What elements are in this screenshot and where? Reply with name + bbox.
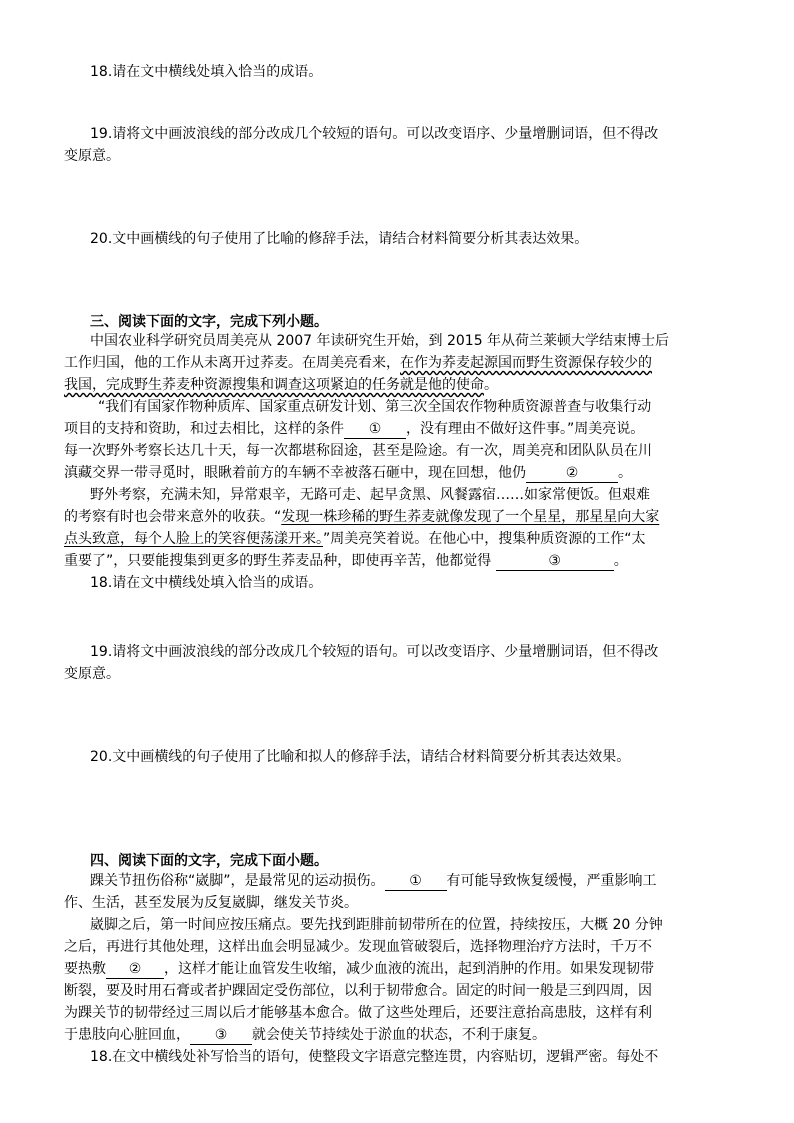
s4-blank-1[interactable]: ① <box>385 872 447 891</box>
question-20-top: 20.文中画横线的句子使用了比喻的修辞手法，请结合材料简要分析其表达效果。 <box>90 231 589 247</box>
question-19-top-line2: 变原意。 <box>64 148 120 164</box>
s4-para2-line4: 断裂，要及时用石膏或者护踝固定受伤部位，以利于韧带愈合。固定的时间一般是三到四周，因 <box>64 983 652 999</box>
s3-question-19: 19.请将文中画波浪线的部分改成几个较短的语句。可以改变语序、少量增删词语，但不得改 变原意。 <box>64 644 659 682</box>
s4-para1-line2: 作、生活，甚至发展为反复崴脚，继发关节炎。 <box>64 895 358 911</box>
s3-para2-line1: “我们有国家作物种质库、国家重点研发计划、第三次全国农作物种质资源普查与收集行动 <box>98 399 652 415</box>
s4-para2-line1: 崴脚之后，第一时间应按压痛点。要先找到距腓前韧带所在的位置，持续按压，大概 20 分钟 <box>90 917 663 933</box>
s3-para3-line1: 野外考察，充满未知，异常艰辛，无路可走、起早贪黑、风餐露宿……如家常便饭。但艰难 <box>90 487 650 503</box>
s4-para2-line2: 之后，再进行其他处理，这样出血会明显减少。发现血管破裂后，选择物理治疗方法时，千万不 <box>64 939 652 955</box>
s4-para2-line3: 要热敷 ② ，这样才能让血管发生收缩，减少血液的流出，起到消肿的作用。如果发现韧带 <box>64 961 654 977</box>
blank-1[interactable]: ① <box>344 420 406 439</box>
s3-para2-line2: 项目的支持和资助，和过去相比，这样的条件 ① ，没有理由不做好这件事。”周美亮说。 <box>64 421 645 437</box>
section-4-passage <box>0 870 794 1068</box>
section-3-heading: 三、阅读下面的文字，完成下列小题。 <box>90 314 328 330</box>
s3-para3-line2: 的考察有时也会带来意外的收获。“发现一株珍稀的野生荞麦就像发现了一个星星，那星星向大家 <box>64 509 660 525</box>
s4-para2-line6: 于患肢向心脏回血， ③ 就会使关节持续处于淤血的状态，不利于康复。 <box>64 1027 546 1043</box>
s3-para2-line4: 滇藏交界一带寻觅时，眼瞅着前方的车辆不幸被落石砸中，现在回想，他仍 ② 。 <box>64 465 632 481</box>
section-3-passage <box>0 330 794 594</box>
s4-blank-2[interactable]: ② <box>106 960 164 979</box>
question-19-top-line1: 19.请将文中画波浪线的部分改成几个较短的语句。可以改变语序、少量增删词语，但不得改 <box>90 126 659 142</box>
wavy-text-2: 我国，完成野生荞麦种资源搜集和调查这项紧迫的任务就是他的使命 <box>64 377 484 393</box>
question-18-top: 18.请在文中横线处填入恰当的成语。 <box>90 64 323 80</box>
s3-para2-line3: 每一次野外考察长达几十天，每一次都堪称囧途，甚至是险途。有一次，周美亮和团队队员在川 <box>64 443 652 459</box>
s3-para1-line2: 工作归国，他的工作从未离开过荞麦。在周美亮看来，在作为荞麦起源国而野生资源保存较少的 <box>64 355 652 371</box>
s3-para1-line3: 我国，完成野生荞麦种资源搜集和调查这项紧迫的任务就是他的使命。 <box>64 377 498 393</box>
blank-2[interactable]: ② <box>526 464 618 483</box>
s4-question-18: 18.在文中横线处补写恰当的语句，使整段文字语意完整连贯，内容贴切，逻辑严密。每处不 <box>90 1049 659 1065</box>
question-19-top <box>0 123 794 167</box>
s3-para3-line3: 点头致意，每个人脸上的笑容便荡漾开来。”周美亮笑着说。在他心中，搜集种质资源的工作“太 <box>64 531 646 547</box>
section-4-heading: 四、阅读下面的文字，完成下面小题。 <box>90 853 328 869</box>
s4-para1-line1: 踝关节扭伤俗称“崴脚”，是最常见的运动损伤。 ① 有可能导致恢复缓慢，严重影响工 <box>90 873 657 889</box>
underlined-text-1: 发现一株珍稀的野生荞麦就像发现了一个星星，那星星向大家 <box>281 509 660 525</box>
s3-para1-line1: 中国农业科学研究员周美亮从 2007 年读研究生开始，到 2015 年从荷兰莱顿大学结束博士后 <box>90 333 670 349</box>
s3-question-20: 20.文中画横线的句子使用了比喻和拟人的修辞手法，请结合材料简要分析其表达效果。 <box>90 749 631 765</box>
s4-para2-line5: 为踝关节的韧带经过三周以后才能够基本愈合。做了这些处理后，还要注意抬高患肢，这样有利 <box>64 1005 652 1021</box>
s3-para3-line4: 重要了”，只要能搜集到更多的野生荞麦品种，即使再辛苦，他都觉得 ③ 。 <box>64 553 628 569</box>
s3-question-18: 18.请在文中横线处填入恰当的成语。 <box>90 575 323 591</box>
underlined-text-2: 点头致意，每个人脸上的笑容便荡漾开来。 <box>64 531 323 547</box>
s4-blank-3[interactable]: ③ <box>190 1026 252 1045</box>
blank-3[interactable]: ③ <box>496 552 614 571</box>
wavy-text-1: 在作为荞麦起源国而野生资源保存较少的 <box>400 355 652 371</box>
